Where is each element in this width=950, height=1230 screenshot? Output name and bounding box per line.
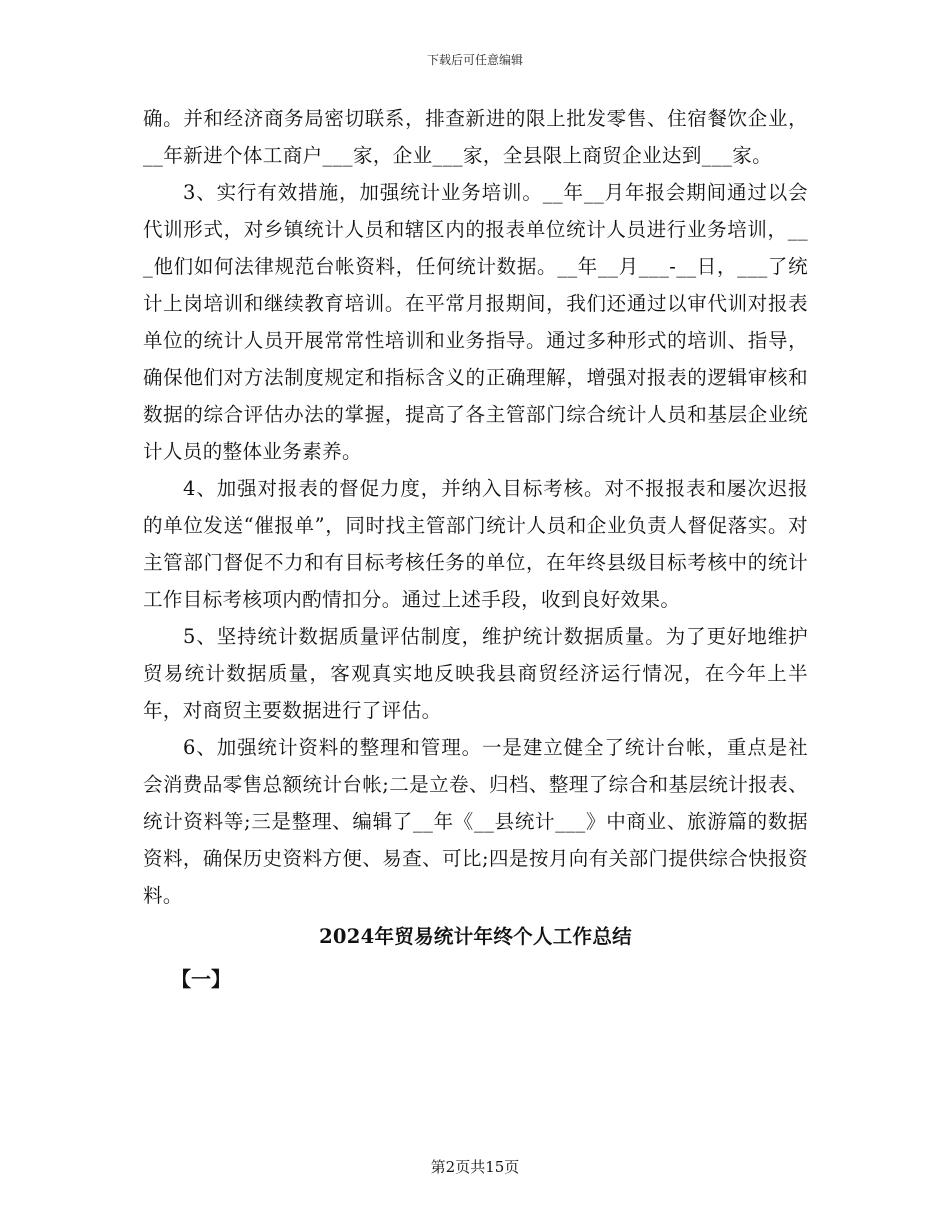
paragraph-item-4: 4、加强对报表的督促力度，并纳入目标考核。对不报报表和屡次迟报的单位发送“催报单”，同时找主管部门统计人员和企业负责人督促落实。对主管部门督促不力和有目标考核任务的单位，在年终县级目标考核中的统计工作目标考核项内酌情扣分。通过上述手段，收到良好效果。: [143, 477, 808, 611]
paragraph-continuation: 确。并和经济商务局密切联系，排查新进的限上批发零售、住宿餐饮企业，__年新进个体工商户___家，企业___家，全县限上商贸企业达到___家。: [143, 107, 808, 167]
page-header: 下载后可任意编辑: [426, 53, 523, 67]
paragraph-item-5: 5、坚持统计数据质量评估制度，维护统计数据质量。为了更好地维护贸易统计数据质量，客观真实地反映我县商贸经济运行情况，在今年上半年，对商贸主要数据进行了评估。: [143, 625, 808, 722]
page-footer: 第2页共15页: [430, 1158, 520, 1176]
document-title: 2024年贸易统计年终个人工作总结: [319, 925, 632, 948]
paragraph-item-6: 6、加强统计资料的整理和管理。一是建立健全了统计台帐，重点是社会消费品零售总额统计台帐;二是立卷、归档、整理了综合和基层统计报表、统计资料等;三是整理、编辑了__年《__县统计___》中商业、旅游篇的数据资料，确保历史资料方便、易查、可比;四是按月向有关部门提供综合快报资料。: [143, 736, 808, 907]
section-label: 【一】: [171, 967, 231, 991]
paragraph-item-3: 3、实行有效措施，加强统计业务培训。__年__月年报会期间通过以会代训形式，对乡镇统计人员和辖区内的报表单位统计人员进行业务培训，___他们如何法律规范台帐资料，任何统计数据。__年__月___-__日，___了统计上岗培训和继续教育培训。在平常月报期间，我们还通过以审代训对报表单位的统计人员开展常常性培训和业务指导。通过多种形式的培训、指导，确保他们对方法制度规定和指标含义的正确理解，增强对报表的逻辑审核和数据的综合评估办法的掌握，提高了各主管部门综合统计人员和基层企业统计人员的整体业务素养。: [143, 181, 808, 463]
document-body: [143, 100, 808, 998]
